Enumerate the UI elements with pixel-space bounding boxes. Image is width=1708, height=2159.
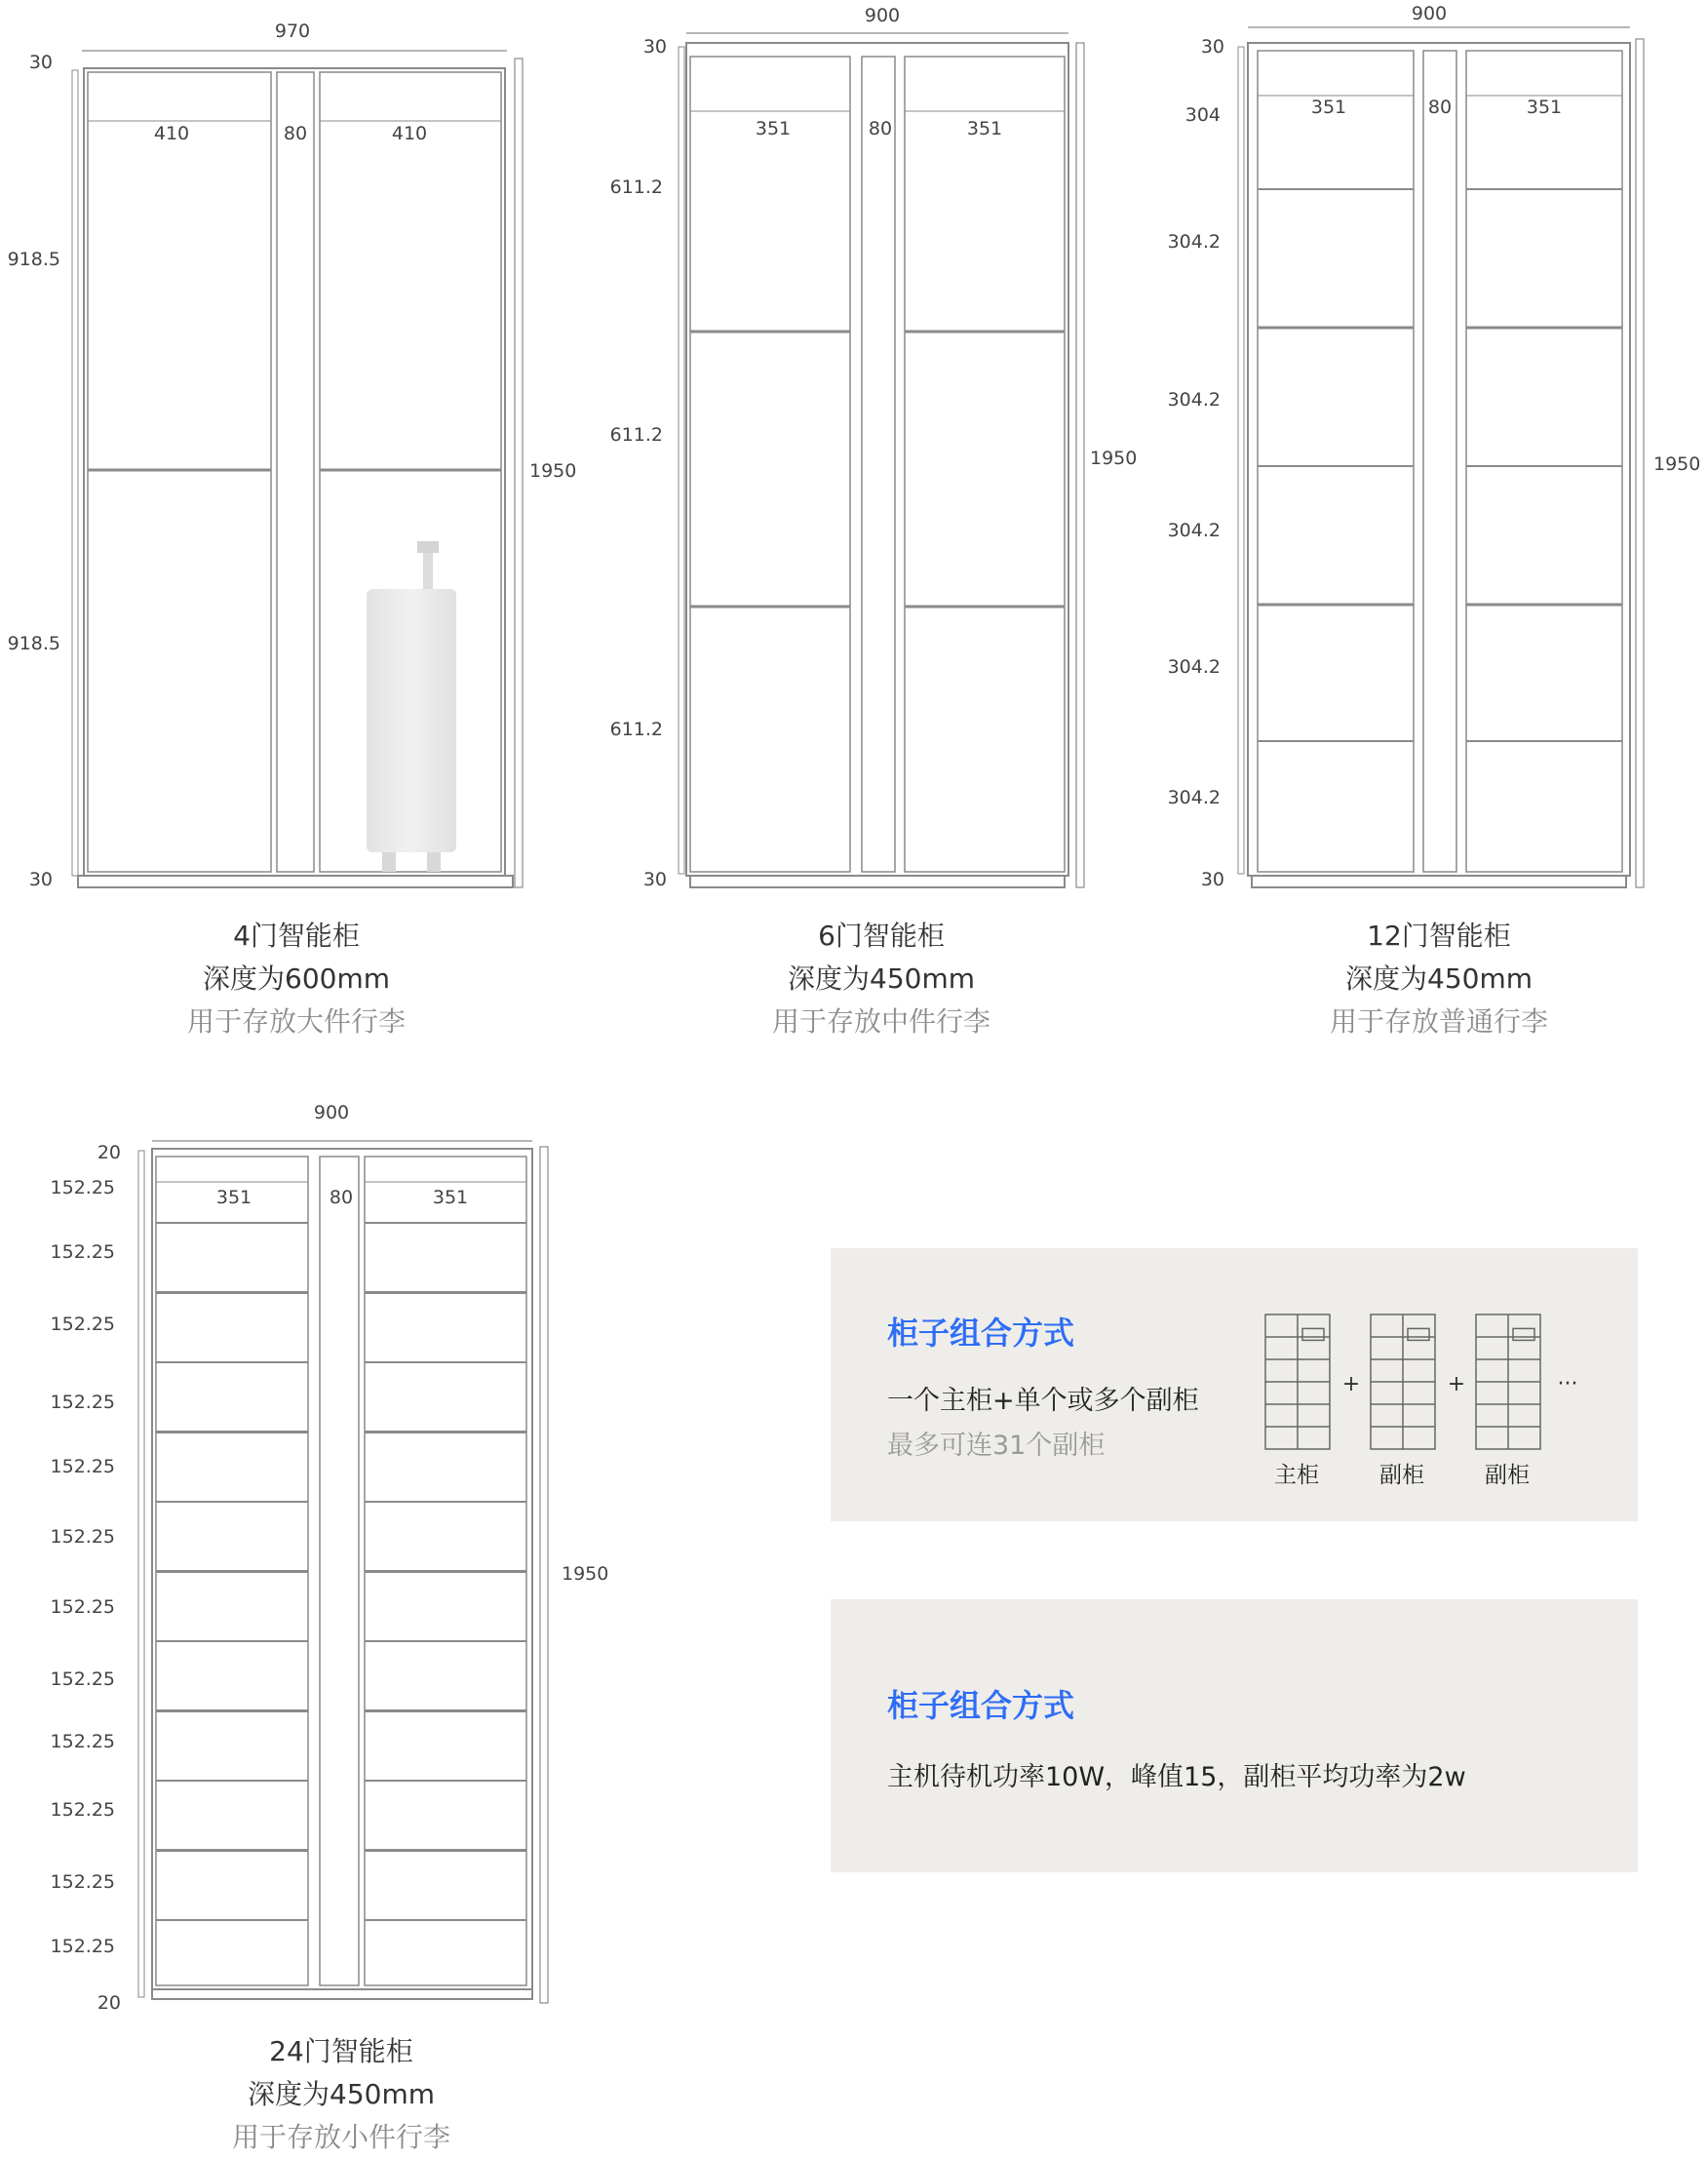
dim-col-left: 351 [755,118,792,139]
dim-row: 152.25 [50,1799,115,1821]
dim-col-mid: 80 [329,1187,354,1208]
dim-row: 304.2 [1167,231,1221,253]
caption-12-door [1146,915,1708,1043]
cabinet-24-shelves [156,1223,526,1920]
panel-title: 柜子组合方式 [887,1687,1075,1724]
combination-diagram [831,1248,1638,1521]
power-panel [831,1599,1638,1872]
dim-row: 152.25 [50,1526,115,1548]
cabinet-name: 6门智能柜 [818,920,945,952]
dim-bottom: 30 [28,869,53,890]
plus-sign: + [1447,1372,1466,1396]
dim-top: 30 [28,52,53,73]
caption-4-door [4,915,589,1043]
ellipsis: ··· [1557,1372,1578,1396]
cabinet-6-door [679,33,1084,887]
dim-row: 611.2 [609,424,663,446]
dim-row: 152.25 [50,1871,115,1893]
dim-bottom: 20 [97,1992,121,2014]
dim-col-right: 351 [432,1187,469,1208]
dim-col-left: 351 [215,1187,252,1208]
cabinet-usage: 用于存放大件行李 [186,1005,406,1038]
sub-cabinet-label: 副柜 [1485,1463,1530,1488]
dim-top: 20 [97,1142,121,1163]
caption-6-door [589,915,1174,1043]
dim-height: 1950 [529,460,577,482]
dim-width: 900 [313,1102,350,1123]
panel-subline: 最多可连31个副柜 [887,1431,1106,1461]
dim-row: 152.25 [50,1314,115,1335]
cabinet-depth: 深度为600mm [203,962,390,995]
dim-row: 304.2 [1167,656,1221,678]
cabinet-depth: 深度为450mm [788,962,975,995]
caption-24-door [49,2030,634,2159]
dim-row: 152.25 [50,1392,115,1413]
dim-col-mid: 80 [1427,97,1453,118]
plus-sign: + [1341,1372,1361,1396]
dim-bottom: 30 [1200,869,1224,890]
dim-row: 152.25 [50,1936,115,1957]
mini-cabinet-screen [1302,1328,1324,1340]
mini-cabinet-screen [1408,1328,1429,1340]
dim-row: 304 [1184,104,1221,126]
dim-col-right: 351 [966,118,1003,139]
cabinet-usage: 用于存放中件行李 [771,1005,990,1038]
cabinet-usage: 用于存放普通行李 [1329,1005,1548,1038]
dim-row: 918.5 [7,249,60,270]
panel-title: 柜子组合方式 [887,1315,1075,1352]
cabinet-name: 24门智能柜 [269,2035,413,2067]
dim-height: 1950 [562,1563,609,1585]
dim-row: 918.5 [7,633,60,654]
dim-row: 152.25 [50,1456,115,1477]
dim-col-mid: 80 [283,123,308,144]
dim-height: 1950 [1653,453,1701,475]
dim-col-left: 351 [1310,97,1347,118]
panel-line: 主机待机功率10W，峰值15，副柜平均功率为2w [887,1762,1466,1792]
dim-height: 1950 [1090,448,1138,469]
dim-row: 152.25 [50,1241,115,1263]
dim-col-mid: 80 [868,118,893,139]
dim-row: 304.2 [1167,520,1221,541]
panel-line: 一个主柜+单个或多个副柜 [887,1386,1199,1416]
mini-cabinet-screen [1513,1328,1534,1340]
cabinet-usage: 用于存放小件行李 [231,2121,450,2153]
dim-row: 152.25 [50,1177,115,1198]
cabinet-name: 12门智能柜 [1367,920,1511,952]
main-cabinet-label: 主柜 [1274,1463,1319,1488]
dim-row: 304.2 [1167,389,1221,411]
dim-col-right: 410 [391,123,428,144]
dim-top: 30 [1200,36,1224,58]
combination-panel [831,1248,1638,1521]
dim-row: 304.2 [1167,787,1221,808]
dim-col-left: 410 [153,123,190,144]
dim-row: 611.2 [609,719,663,740]
cabinet-name: 4门智能柜 [233,920,360,952]
dim-top: 30 [642,36,667,58]
sub-cabinet-label: 副柜 [1379,1463,1424,1488]
cabinet-depth: 深度为450mm [1345,962,1533,995]
dim-row: 152.25 [50,1596,115,1618]
dim-width: 900 [864,5,901,26]
dim-width: 900 [1411,3,1448,24]
dim-col-right: 351 [1526,97,1563,118]
cabinet-12-door [1238,27,1644,887]
dim-width: 970 [274,20,311,42]
dim-row: 152.25 [50,1668,115,1690]
dim-bottom: 30 [642,869,667,890]
luggage-illustration [367,541,456,872]
dim-row: 152.25 [50,1731,115,1752]
dim-row: 611.2 [609,177,663,198]
cabinet-depth: 深度为450mm [248,2078,435,2110]
